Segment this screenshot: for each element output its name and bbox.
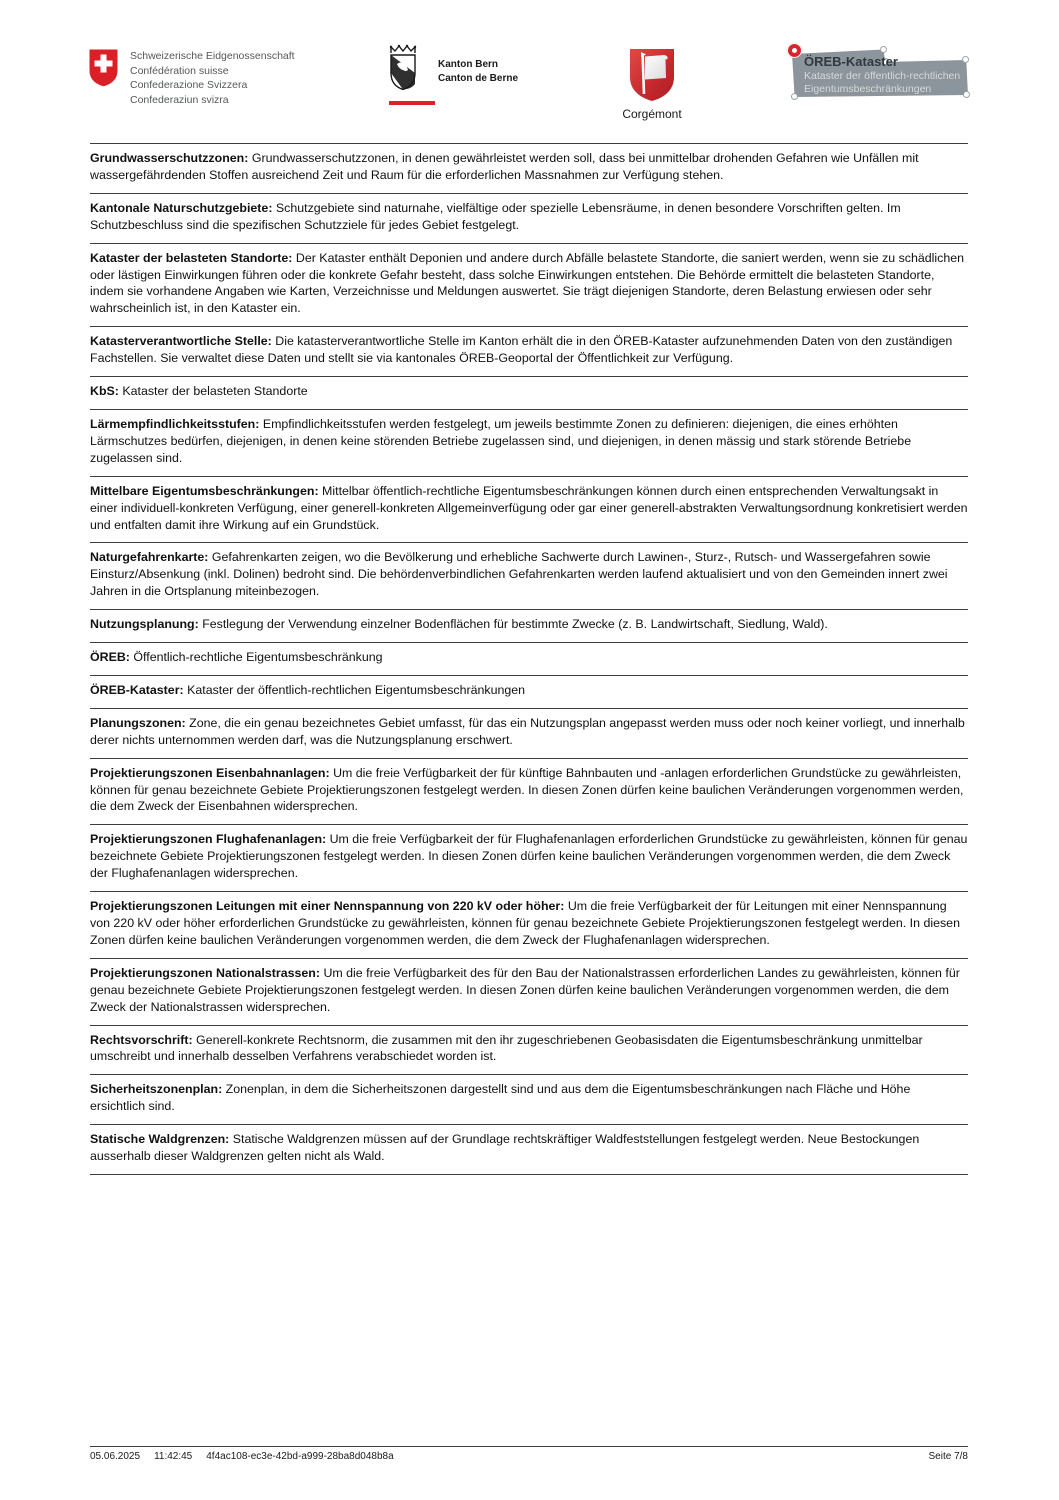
header — [0, 0, 1059, 140]
glossary-definition: Generell-konkrete Rechtsnorm, die zusammen mit den ihr zugeschriebenen Geobasisdaten die Eigentumsbeschränkung unmittelbar umschreibt und innerhalb desselben Verfahrens verabschiedet worden ist. — [90, 1032, 923, 1064]
glossary-term: Projektierungszonen Flughafenanlagen: — [90, 832, 327, 847]
glossary-definition: Festlegung der Verwendung einzelner Bodenflächen für bestimmte Zwecke (z. B. Landwirtschaft, Siedlung, Wald). — [202, 617, 828, 632]
glossary-definition: Zonenplan, in dem die Sicherheitszonen dargestellt sind und aus dem die Eigentumsbeschränkungen nach Fläche und Höhe ersichtlich sind. — [90, 1082, 911, 1114]
confederation-names — [130, 48, 295, 107]
glossary-term: Projektierungszonen Leitungen mit einer Nennspannung von 220 kV oder höher: — [90, 899, 565, 914]
glossary-entry — [90, 193, 968, 243]
glossary-definition: Zone, die ein genau bezeichnetes Gebiet umfasst, für das ein Nutzungsplan angepasst werden muss oder noch keiner vorliegt, und innerhalb derer nichts unternommen werden darf, was die Nutzungsplanung erschwert. — [90, 715, 965, 747]
footer — [90, 1451, 968, 1462]
vertex-dot-icon — [881, 47, 886, 52]
oereb-logo-title: ÖREB-Kataster — [804, 54, 898, 69]
glossary-term: Sicherheitszonenplan: — [90, 1082, 223, 1097]
glossary-entry — [90, 409, 968, 476]
municipality-logo — [622, 47, 682, 121]
glossary-definition: Um die freie Verfügbarkeit des für den Bau der Nationalstrassen erforderlichen Landes zu gewährleisten, können für genau bezeichnete Gebiete Projektierungszonen festgelegt werden. In diesen Zonen dürfen keine baulichen Veränderungen vorgenommen werden, die dem Zweck der Nationalstrassen widersprechen. — [90, 965, 960, 1014]
glossary-definition: Um die freie Verfügbarkeit der für Leitungen mit einer Nennspannung von 220 kV oder höher erforderlichen Grundstücke zu gewährleisten, können für genau bezeichnete Gebiete Projektierungszonen festgelegt werden. In diesen Zonen dürfen keine baulichen Veränderungen vorgenommen werden, die dem Zweck der Flughafenanlagen widersprechen. — [90, 899, 960, 947]
oereb-logo-subtitle: Kataster der öffentlich-rechtlichen Eigentumsbeschränkungen — [804, 70, 961, 95]
footer-time: 11:42:45 — [154, 1451, 193, 1462]
glossary-entry — [90, 824, 968, 891]
vertex-dot-icon — [964, 92, 969, 97]
canton-name-fr: Canton de Berne — [438, 73, 519, 84]
vertex-dot-icon — [792, 94, 797, 99]
canton-bern-label — [438, 44, 518, 94]
footer-date: 05.06.2025 — [90, 1451, 141, 1462]
glossary-term: Mittelbare Eigentumsbeschränkungen: — [90, 483, 319, 498]
swiss-cross-icon — [88, 48, 119, 107]
footer-page-number: Seite 7/8 — [928, 1451, 968, 1462]
glossary-entry — [90, 675, 968, 708]
glossary-definition: Kataster der belasteten Standorte — [122, 384, 308, 399]
glossary-term: Planungszonen: — [90, 715, 186, 730]
glossary-entry — [90, 1074, 968, 1124]
footer-left — [90, 1451, 408, 1462]
glossary-term: Nutzungsplanung: — [90, 617, 199, 632]
glossary-list — [90, 143, 968, 1175]
glossary-entry — [90, 376, 968, 409]
glossary-term: ÖREB-Kataster: — [90, 682, 184, 697]
glossary-entry — [90, 326, 968, 376]
glossary-entry — [90, 243, 968, 327]
glossary-entry — [90, 476, 968, 543]
glossary-entry — [90, 1124, 968, 1174]
glossary-term: Kataster der belasteten Standorte: — [90, 250, 293, 265]
glossary-definition: Statische Waldgrenzen müssen auf der Grundlage rechtskräftiger Waldfeststellungen festgelegt werden. Neue Bestockungen ausserhalb dieser Waldgrenzen gelten nicht als Wald. — [90, 1132, 920, 1164]
glossary-definition: Öffentlich-rechtliche Eigentumsbeschränkung — [133, 650, 383, 665]
confederation-logo — [88, 48, 295, 107]
glossary-entry — [90, 642, 968, 675]
oereb-kataster-logo — [792, 47, 968, 97]
glossary-definition: Um die freie Verfügbarkeit der für künftige Bahnbauten und -anlagen erforderlichen Grundstücke zu gewährleisten, können für genau bezeichnete Gebiete Projektierungszonen festgelegt werden. In diesen Zonen dürfen keine baulichen Veränderungen vorgenommen werden, die dem Zweck der Eisenbahnen widersprechen. — [90, 765, 964, 814]
confederation-name-it: Confederazione Svizzera — [130, 79, 248, 91]
glossary-term: ÖREB: — [90, 650, 130, 665]
glossary-definition: Mittelbar öffentlich-rechtliche Eigentumsbeschränkungen können durch einen entsprechenden Verwaltungsakt in einer individuell-konkreten Verfügung, einer generell-konkreten Allgemeinverfügung oder gar einer generell-abstrakten Verwaltungsordnung konkretisiert werden und entfalten damit ihre Wirkung auf ein Grundstück. — [90, 483, 968, 532]
glossary-definition: Um die freie Verfügbarkeit der für Flughafenanlagen erforderlichen Grundstücke zu gewährleisten, können für genau bezeichnete Gebiete Projektierungszonen festgelegt werden. In diesen Zonen dürfen keine baulichen Veränderungen vorgenommen werden, die dem Zweck der Flughafenanlagen widersprechen. — [90, 832, 968, 881]
glossary-definition: Grundwasserschutzzonen, in denen gewährleistet werden soll, dass bei unmittelbar drohenden Gefahren wie Unfällen mit wassergefährdenden Stoffen ausreichend Zeit und Raum für die erforderlichen Massnahmen zur Verfügung stehen. — [90, 151, 919, 182]
glossary-entry — [90, 708, 968, 758]
canton-bern-logo — [388, 44, 518, 105]
glossary-entry — [90, 542, 968, 609]
glossary-entry — [90, 958, 968, 1025]
glossary-definition: Empfindlichkeitsstufen werden festgelegt, um jeweils bestimmte Zonen zu definieren: diejenigen, die eines erhöhten Lärmschutzes bedürfen, diejenigen, in denen keine störenden Betriebe zugelassen sind, und diejenigen, in denen mässig und stark störende Betriebe zugelassen sind. — [90, 416, 912, 465]
glossary-entry — [90, 758, 968, 825]
vertex-dot-icon — [963, 57, 968, 62]
glossary-term: Katasterverantwortliche Stelle: — [90, 334, 272, 349]
confederation-name-de: Schweizerische Eidgenossenschaft — [130, 50, 295, 62]
glossary-term: Naturgefahrenkarte: — [90, 550, 209, 565]
canton-name-de: Kanton Bern — [438, 59, 498, 70]
glossary-term: Projektierungszonen Nationalstrassen: — [90, 965, 320, 980]
glossary-term: Statische Waldgrenzen: — [90, 1132, 230, 1147]
glossary-entry — [90, 1025, 968, 1075]
glossary-definition: Schutzgebiete sind naturnahe, vielfältige oder spezielle Lebensräume, in denen besondere Vorschriften gelten. Im Schutzbeschluss sind die spezifischen Schutzziele für jedes Gebiet festgelegt. — [90, 200, 901, 232]
glossary-term: Projektierungszonen Eisenbahnanlagen: — [90, 765, 330, 780]
confederation-name-rm: Confederaziun svizra — [130, 93, 229, 106]
glossary-term: KbS: — [90, 384, 119, 399]
footer-document-id: 4f4ac108-ec3e-42bd-a999-28ba8d048b8a — [206, 1451, 394, 1462]
glossary-term: Lärmempfindlichkeitsstufen: — [90, 416, 260, 431]
glossary-term: Grundwasserschutzzonen: — [90, 151, 249, 165]
glossary-definition: Gefahrenkarten zeigen, wo die Bevölkerung und erhebliche Sachwerte durch Lawinen-, Sturz-, Rutsch- und Wassergefahren sowie Einsturz/Absenkung (inkl. Dolinen) bedroht sind. Die behördenverbindlichen Gefahrenkarten werden laufend aktualisiert und von den Gemeinden innert zwei Jahren in die Ortsplanung miteinbezogen. — [90, 550, 948, 599]
glossary-entry — [90, 609, 968, 642]
glossary-definition: Kataster der öffentlich-rechtlichen Eigentumsbeschränkungen — [187, 682, 526, 697]
glossary-term: Kantonale Naturschutzgebiete: — [90, 200, 273, 215]
municipality-name: Corgémont — [622, 107, 682, 121]
confederation-name-fr: Confédération suisse — [130, 64, 229, 77]
bern-red-bar — [389, 101, 435, 105]
glossary-entry — [90, 143, 968, 193]
bern-coat-of-arms-icon — [388, 44, 418, 94]
glossary-term: Rechtsvorschrift: — [90, 1032, 193, 1047]
corgemont-coat-of-arms-icon — [622, 47, 682, 105]
footer-divider — [90, 1446, 968, 1447]
glossary-definition: Der Kataster enthält Deponien und andere durch Abfälle belastete Standorte, die saniert werden, wenn sie zu schädlichen oder lästigen Einwirkungen führen oder die konkrete Gefahr besteht, dass solche Einwirkungen entstehen. Die Behörde ermittelt die belasteten Standorte, indem sie vorhandene Angaben wie Karten, Verzeichnisse und Meldungen auswertet. Sie trägt diejenigen Standorte, deren Belastung erwiesen oder sehr wahrscheinlich ist, in den Kataster ein. — [90, 250, 965, 316]
glossary-entry — [90, 891, 968, 958]
map-marker-icon — [787, 43, 802, 58]
glossary-definition: Die katasterverantwortliche Stelle im Kanton erhält die in den ÖREB-Kataster aufzunehmenden Daten von den zuständigen Fachstellen. Sie verwaltet diese Daten und stellt sie via kantonales ÖREB-Geoportal der Öffentlichkeit zur Verfügung. — [90, 334, 953, 366]
